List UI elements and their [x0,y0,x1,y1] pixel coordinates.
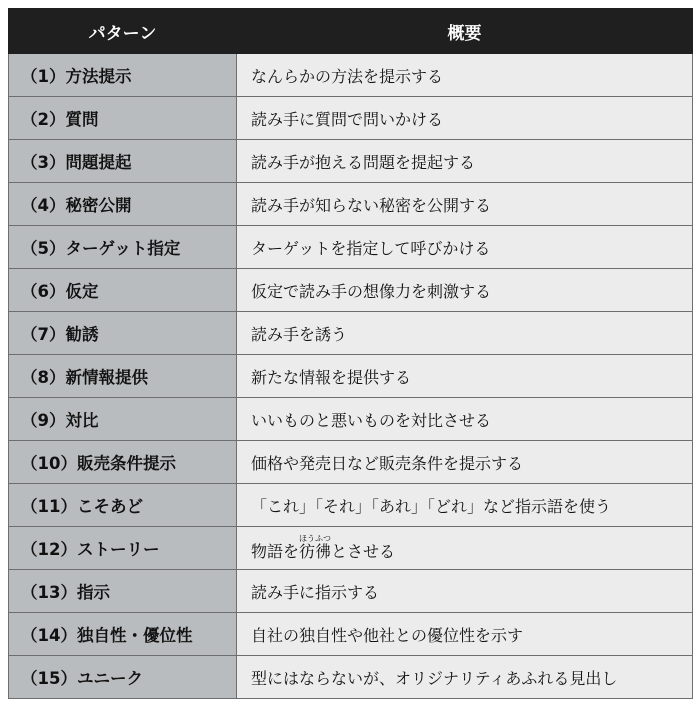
pattern-cell: （10）販売条件提示 [9,441,237,484]
table-row [9,398,693,441]
table-row [9,140,693,183]
summary-cell: 読み手を誘う [237,312,693,355]
pattern-cell: （7）勧誘 [9,312,237,355]
summary-cell: 「これ」「それ」「あれ」「どれ」など指示語を使う [237,484,693,527]
table-row [9,484,693,527]
table-row [9,97,693,140]
summary-cell: ターゲットを指定して呼びかける [237,226,693,269]
table-row [9,183,693,226]
ruby-annotation [299,534,332,561]
pattern-cell: （4）秘密公開 [9,183,237,226]
table-row [9,613,693,656]
table-row [9,570,693,613]
pattern-cell: （5）ターゲット指定 [9,226,237,269]
pattern-cell: （15）ユニーク [9,656,237,699]
pattern-cell: （14）独自性・優位性 [9,613,237,656]
summary-cell: 価格や発売日など販売条件を提示する [237,441,693,484]
summary-cell: なんらかの方法を提示する [237,54,693,97]
table-header-row [9,9,693,54]
pattern-cell: （1）方法提示 [9,54,237,97]
summary-cell: 読み手に指示する [237,570,693,613]
table-row [9,441,693,484]
pattern-cell: （12）ストーリー [9,527,237,570]
table-row [9,269,693,312]
summary-text-after: とさせる [331,542,396,561]
table-row [9,527,693,570]
header-summary: 概要 [237,9,693,54]
table-row [9,656,693,699]
table-row [9,226,693,269]
summary-cell: 仮定で読み手の想像力を刺激する [237,269,693,312]
pattern-cell: （13）指示 [9,570,237,613]
summary-cell [237,527,693,570]
summary-text-before: 物語を [251,542,300,561]
pattern-cell: （3）問題提起 [9,140,237,183]
ruby-base: 彷彿 [299,542,332,561]
table-row [9,54,693,97]
pattern-table-container [8,8,692,699]
summary-cell: 型にはならないが、オリジナリティあふれる見出し [237,656,693,699]
pattern-cell: （6）仮定 [9,269,237,312]
table-row [9,312,693,355]
table-row [9,355,693,398]
pattern-cell: （9）対比 [9,398,237,441]
ruby-reading: ほうふつ [299,534,332,543]
pattern-cell: （8）新情報提供 [9,355,237,398]
header-pattern: パターン [9,9,237,54]
pattern-table [8,8,693,699]
summary-cell: 自社の独自性や他社との優位性を示す [237,613,693,656]
summary-cell: 読み手が知らない秘密を公開する [237,183,693,226]
summary-cell: 読み手が抱える問題を提起する [237,140,693,183]
pattern-cell: （11）こそあど [9,484,237,527]
summary-cell: いいものと悪いものを対比させる [237,398,693,441]
pattern-cell: （2）質問 [9,97,237,140]
summary-cell: 新たな情報を提供する [237,355,693,398]
summary-cell: 読み手に質問で問いかける [237,97,693,140]
